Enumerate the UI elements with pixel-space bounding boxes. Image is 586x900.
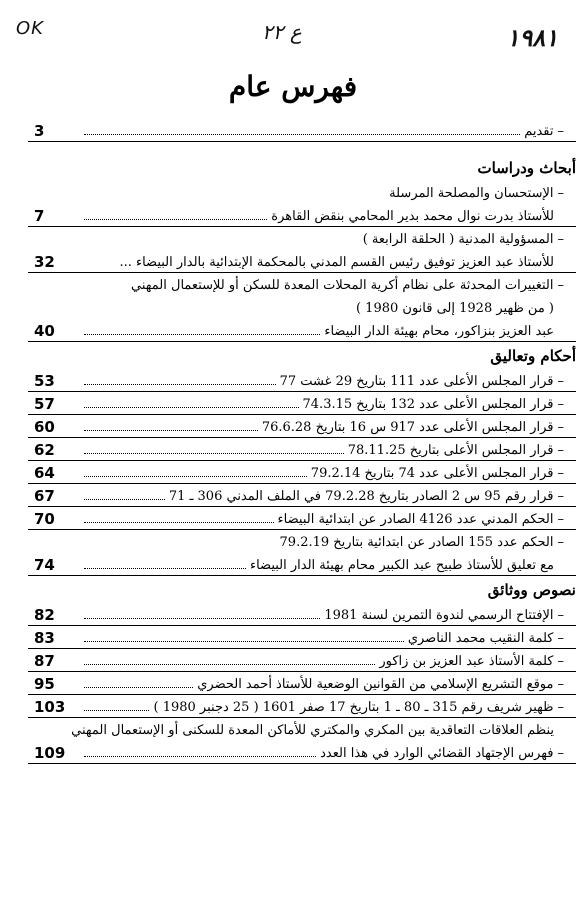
toc-entry — [80, 485, 564, 508]
dot-leader — [84, 556, 246, 569]
dot-leader — [84, 207, 267, 220]
page-number: 7 — [34, 207, 45, 225]
row-underline — [28, 625, 576, 626]
page-number: 82 — [34, 606, 55, 624]
row-underline — [28, 506, 576, 507]
row-underline — [28, 141, 576, 142]
toc-row — [28, 696, 576, 719]
dot-leader — [84, 395, 299, 408]
toc-entry — [80, 627, 564, 650]
dot-leader — [84, 441, 344, 454]
entry-title: الإستحسان والمصلحة المرسلة — [389, 186, 554, 201]
entry-dash: – — [557, 397, 564, 412]
row-underline — [28, 671, 576, 672]
entry-title: قرار المجلس الأعلى عدد 111 بتاريخ 29 غشت 77 — [279, 374, 554, 389]
entry-title: مع تعليق للأستاذ طبيح عبد الكبير محام بهيئة الدار البيضاء — [249, 558, 554, 573]
page-number: 83 — [34, 629, 55, 647]
toc-entry — [80, 320, 554, 343]
handwritten-year: ١٩٨١ — [506, 24, 558, 52]
toc-entry — [80, 554, 554, 577]
page-number: 53 — [34, 372, 55, 390]
entry-title: ( من ظهير 1928 إلى قانون 1980 ) — [355, 301, 554, 316]
toc-entry — [80, 696, 564, 719]
row-underline — [28, 272, 576, 273]
page-number: 74 — [34, 556, 55, 574]
page-number: 95 — [34, 675, 55, 693]
page-number: 64 — [34, 464, 55, 482]
row-underline — [28, 529, 576, 530]
dot-leader — [84, 510, 274, 523]
row-underline — [28, 437, 576, 438]
row-underline — [28, 414, 576, 415]
row-underline — [28, 460, 576, 461]
page-number: 40 — [34, 322, 55, 340]
entry-title: ظهير شريف رقم 315 ـ 80 ـ 1 بتاريخ 17 صفر 1601 ( 25 دجنبر 1980 ) — [153, 700, 554, 715]
entry-title: تقديم — [524, 124, 554, 139]
toc-entry — [477, 155, 576, 182]
entry-title: موقع التشريع الإسلامي من القوانين الوضعية للأستاذ أحمد الحضري — [197, 677, 554, 692]
toc-row — [28, 297, 576, 320]
page-number: 3 — [34, 122, 45, 140]
dot-leader — [84, 418, 258, 431]
entry-title: التغييرات المحدثة على نظام أكرية المحلات المعدة للسكن أو للإستعمال المهني — [131, 278, 554, 293]
entry-title: المسؤولية المدنية ( الحلقة الرابعة ) — [362, 232, 554, 247]
entry-dash: – — [557, 677, 564, 692]
entry-title: قرار المجلس الأعلى عدد 917 س 16 بتاريخ 76.6.28 — [261, 420, 554, 435]
toc-entry — [490, 343, 576, 370]
toc-entry — [80, 120, 564, 143]
toc-entry — [131, 274, 564, 297]
toc-row — [28, 370, 576, 393]
toc-entry — [80, 673, 564, 696]
toc-row — [28, 554, 576, 577]
table-of-contents — [28, 120, 576, 765]
entry-dash: – — [557, 535, 564, 550]
toc-entry — [356, 297, 554, 320]
toc-entry — [71, 719, 554, 742]
toc-entry — [80, 508, 564, 531]
handwritten-ok-note: OK — [16, 18, 44, 39]
section-heading — [28, 577, 576, 604]
entry-title: الحكم عدد 155 الصادر عن ابتدائية بتاريخ 79.2.19 — [279, 535, 554, 550]
entry-title: قرار المجلس الأعلى بتاريخ 78.11.25 — [347, 443, 554, 458]
toc-row — [28, 650, 576, 673]
row-underline — [28, 226, 576, 227]
toc-entry — [80, 604, 564, 627]
page-number: 32 — [34, 253, 55, 271]
dot-leader — [84, 744, 316, 757]
toc-entry — [280, 531, 564, 554]
handwritten-issue-number: ع ٢٢ — [262, 20, 302, 44]
section-heading — [28, 155, 576, 182]
toc-row — [28, 627, 576, 650]
toc-row — [28, 274, 576, 297]
page-number: 57 — [34, 395, 55, 413]
dot-leader — [84, 606, 320, 619]
dot-leader — [84, 487, 165, 500]
page-number: 62 — [34, 441, 55, 459]
entry-title: عبد العزيز بنزاكور، محام بهيئة الدار البيضاء — [324, 324, 554, 339]
entry-title: للأستاذ عبد العزيز توفيق رئيس القسم المدني بالمحكمة الإبتدائية بالدار البيضاء ... — [119, 255, 554, 270]
row-underline — [28, 575, 576, 576]
toc-row — [28, 719, 576, 742]
page-number: 103 — [34, 698, 66, 716]
section-title: نصوص ووثائق — [487, 581, 576, 599]
entry-title: الإفتتاح الرسمي لندوة التمرين لسنة 1981 — [324, 608, 554, 623]
toc-entry — [80, 462, 564, 485]
entry-title: كلمة النقيب محمد الناصري — [407, 631, 554, 646]
toc-row — [28, 531, 576, 554]
entry-title: كلمة الأستاذ عبد العزيز بن زاكور — [379, 654, 554, 669]
dot-leader — [84, 322, 320, 335]
toc-row — [28, 251, 576, 274]
page-number: 60 — [34, 418, 55, 436]
toc-entry — [488, 577, 576, 604]
entry-title: قرار رقم 95 س 2 الصادر بتاريخ 79.2.28 في الملف المدني 306 ـ 71 — [168, 489, 554, 504]
page-number: 109 — [34, 744, 66, 762]
entry-title: قرار المجلس الأعلى عدد 74 بتاريخ 79.2.14 — [310, 466, 554, 481]
dot-leader — [84, 675, 193, 688]
toc-row — [28, 742, 576, 765]
toc-entry — [80, 370, 564, 393]
dot-leader — [84, 698, 149, 711]
entry-dash: – — [557, 631, 564, 646]
page-number: 87 — [34, 652, 55, 670]
toc-row — [28, 120, 576, 143]
row-underline — [28, 717, 576, 718]
toc-row — [28, 439, 576, 462]
toc-row — [28, 673, 576, 696]
entry-title: فهرس الإجتهاد القضائي الوارد في هذا العدد — [320, 746, 554, 761]
row-underline — [28, 391, 576, 392]
entry-dash: – — [557, 466, 564, 481]
toc-row — [28, 182, 576, 205]
dot-leader — [84, 652, 375, 665]
page-number: 67 — [34, 487, 55, 505]
entry-dash: – — [557, 124, 564, 139]
entry-dash: – — [557, 608, 564, 623]
dot-leader — [84, 122, 520, 135]
row-underline — [28, 763, 576, 764]
entry-dash: – — [557, 374, 564, 389]
entry-dash: – — [557, 746, 564, 761]
toc-row — [28, 393, 576, 416]
toc-entry — [80, 393, 564, 416]
toc-entry — [80, 650, 564, 673]
row-underline — [28, 648, 576, 649]
page-number: 70 — [34, 510, 55, 528]
row-underline — [28, 694, 576, 695]
toc-entry — [80, 439, 564, 462]
dot-leader — [84, 372, 276, 385]
toc-row — [28, 416, 576, 439]
entry-title: الحكم المدني عدد 4126 الصادر عن ابتدائية البيضاء — [277, 512, 554, 527]
toc-entry — [389, 182, 564, 205]
entry-dash: – — [557, 654, 564, 669]
toc-entry — [119, 251, 554, 274]
toc-row — [28, 205, 576, 228]
toc-entry — [80, 416, 564, 439]
dot-leader — [84, 464, 307, 477]
dot-leader — [84, 629, 404, 642]
entry-title: قرار المجلس الأعلى عدد 132 بتاريخ 74.3.15 — [302, 397, 554, 412]
entry-dash: – — [557, 443, 564, 458]
toc-row — [28, 320, 576, 343]
toc-entry — [363, 228, 564, 251]
entry-title: للأستاذ بدرت نوال محمد بدير المحامي بنقض القاهرة — [271, 209, 554, 224]
toc-row — [28, 604, 576, 627]
toc-row — [28, 462, 576, 485]
entry-dash: – — [557, 512, 564, 527]
row-underline — [28, 483, 576, 484]
entry-dash: – — [557, 278, 564, 293]
entry-dash: – — [557, 489, 564, 504]
toc-entry — [80, 205, 554, 228]
section-title: أبحاث ودراسات — [477, 159, 576, 177]
toc-row — [28, 508, 576, 531]
entry-dash: – — [557, 700, 564, 715]
row-underline — [28, 341, 576, 342]
entry-title: ينظم العلاقات التعاقدية بين المكري والمكتري للأماكن المعدة للسكنى أو الإستعمال المهني — [71, 723, 554, 738]
section-title: أحكام وتعاليق — [490, 347, 576, 365]
page-title: فهرس عام — [228, 70, 358, 103]
toc-entry — [80, 742, 564, 765]
entry-dash: – — [557, 232, 564, 247]
section-heading — [28, 343, 576, 370]
entry-dash: – — [557, 186, 564, 201]
toc-row — [28, 485, 576, 508]
entry-dash: – — [557, 420, 564, 435]
toc-row — [28, 228, 576, 251]
